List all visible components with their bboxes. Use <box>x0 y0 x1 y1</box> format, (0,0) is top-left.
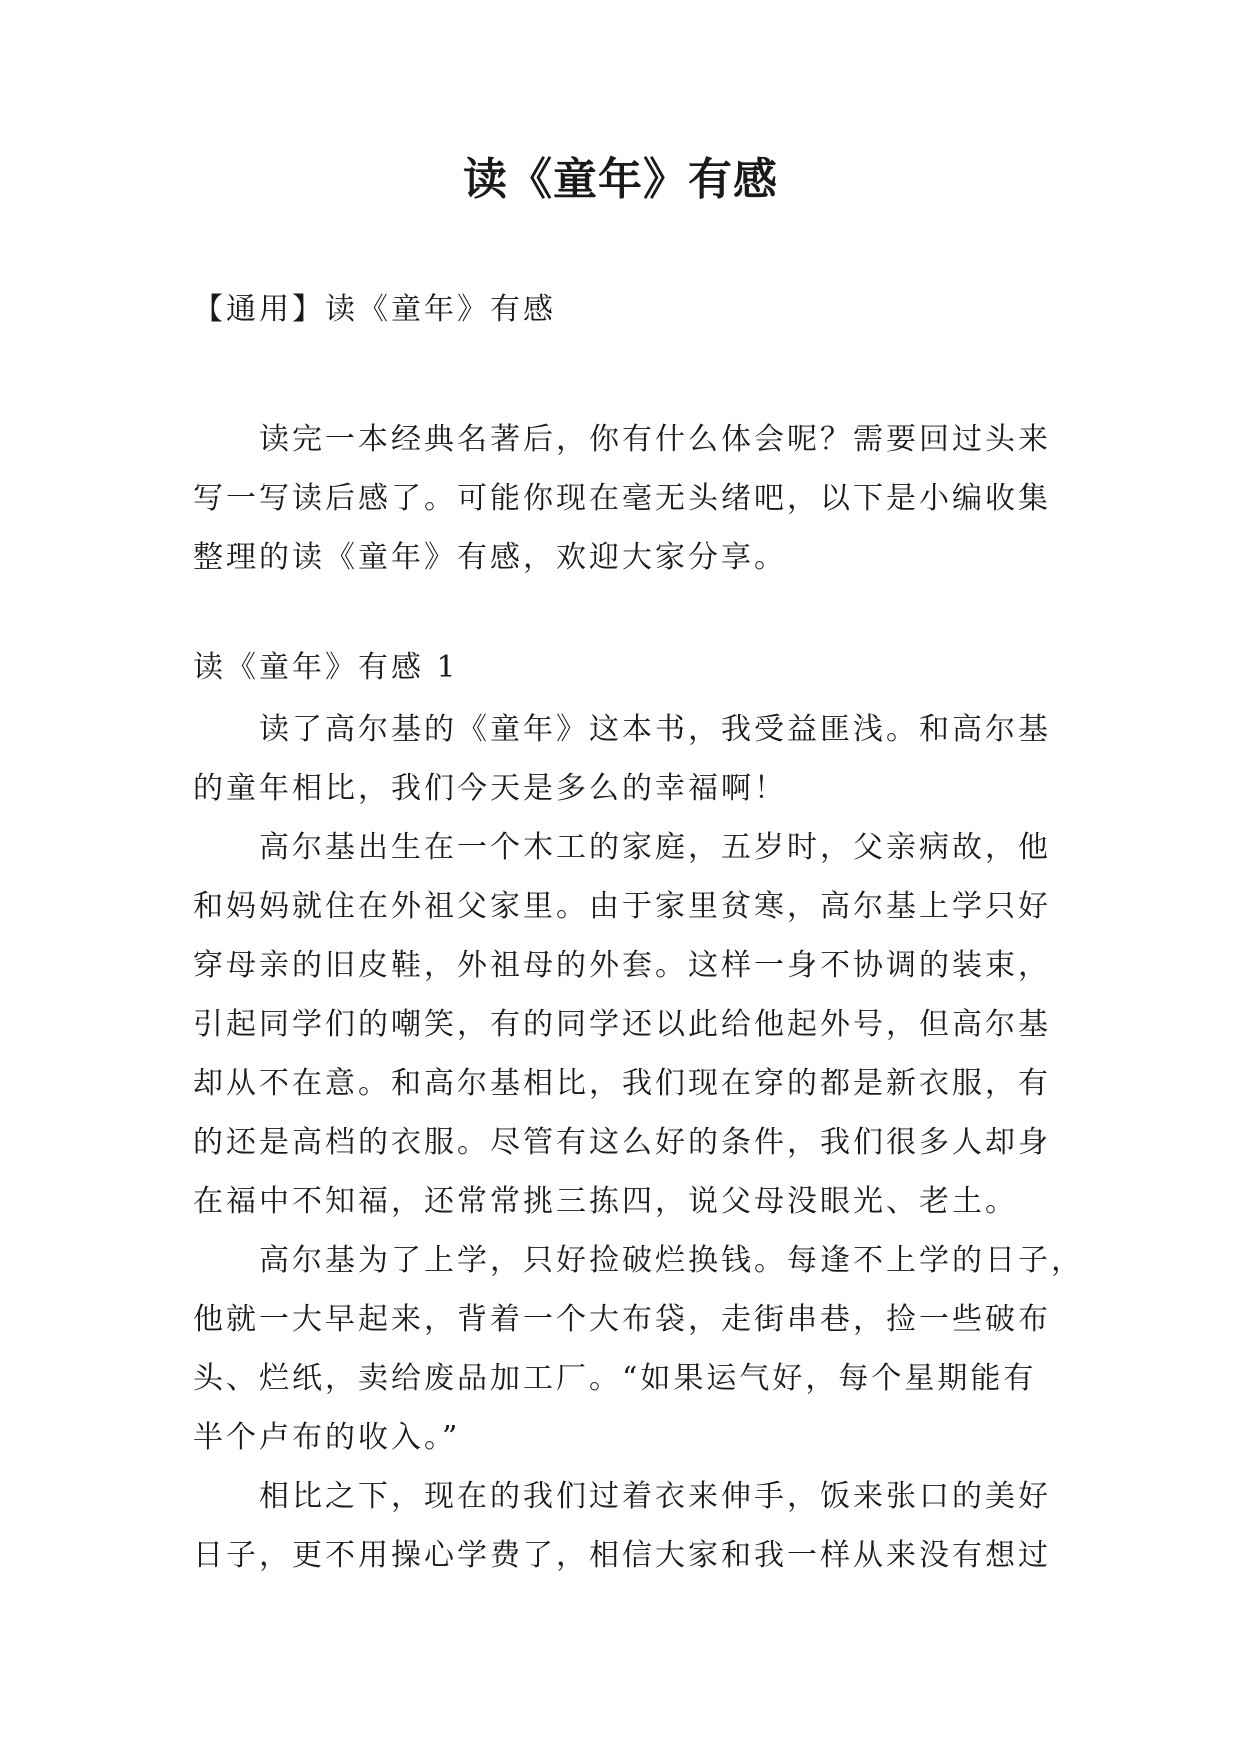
document-title: 读《童年》有感 <box>463 154 778 205</box>
paragraph-line: 日子，更不用操心学费了，相信大家和我一样从来没有想过 <box>193 1538 1051 1573</box>
paragraph-line: 他就一大早起来，背着一个大布袋，走街串巷，捡一些破布 <box>193 1302 1051 1337</box>
paragraph-line: 相比之下，现在的我们过着衣来伸手，饭来张口的美好 <box>259 1479 1051 1514</box>
section-body <box>193 700 1084 1585</box>
paragraph-line: 高尔基为了上学，只好捡破烂换钱。每逢不上学的日子， <box>259 1243 1084 1278</box>
paragraph-line: 的还是高档的衣服。尽管有这么好的条件，我们很多人却身 <box>193 1125 1051 1160</box>
paragraph-line: 却从不在意。和高尔基相比，我们现在穿的都是新衣服，有 <box>193 1066 1051 1101</box>
paragraph-line: 在福中不知福，还常常挑三拣四，说父母没眼光、老土。 <box>193 1184 1018 1219</box>
intro-paragraph <box>193 410 1073 587</box>
paragraph-line: 引起同学们的嘲笑，有的同学还以此给他起外号，但高尔基 <box>193 1007 1051 1042</box>
paragraph-line: 穿母亲的旧皮鞋，外祖母的外套。这样一身不协调的装束， <box>193 948 1051 983</box>
intro-line: 写一写读后感了。可能你现在毫无头绪吧，以下是小编收集 <box>193 481 1051 516</box>
paragraph-line: 高尔基出生在一个木工的家庭，五岁时，父亲病故，他 <box>259 830 1051 865</box>
paragraph-line: 的童年相比，我们今天是多么的幸福啊！ <box>193 771 787 806</box>
section-heading: 读《童年》有感 1 <box>193 650 459 685</box>
intro-line: 读完一本经典名著后，你有什么体会呢？需要回过头来 <box>259 422 1051 457</box>
document-subtitle: 【通用】读《童年》有感 <box>193 292 556 327</box>
intro-line: 整理的读《童年》有感，欢迎大家分享。 <box>193 540 787 575</box>
paragraph-line: 头、烂纸，卖给废品加工厂。“如果运气好，每个星期能有 <box>193 1361 1037 1396</box>
paragraph-line: 读了高尔基的《童年》这本书，我受益匪浅。和高尔基 <box>259 712 1051 747</box>
paragraph-line: 和妈妈就住在外祖父家里。由于家里贫寒，高尔基上学只好 <box>193 889 1051 924</box>
paragraph-line: 半个卢布的收入。” <box>193 1420 461 1455</box>
